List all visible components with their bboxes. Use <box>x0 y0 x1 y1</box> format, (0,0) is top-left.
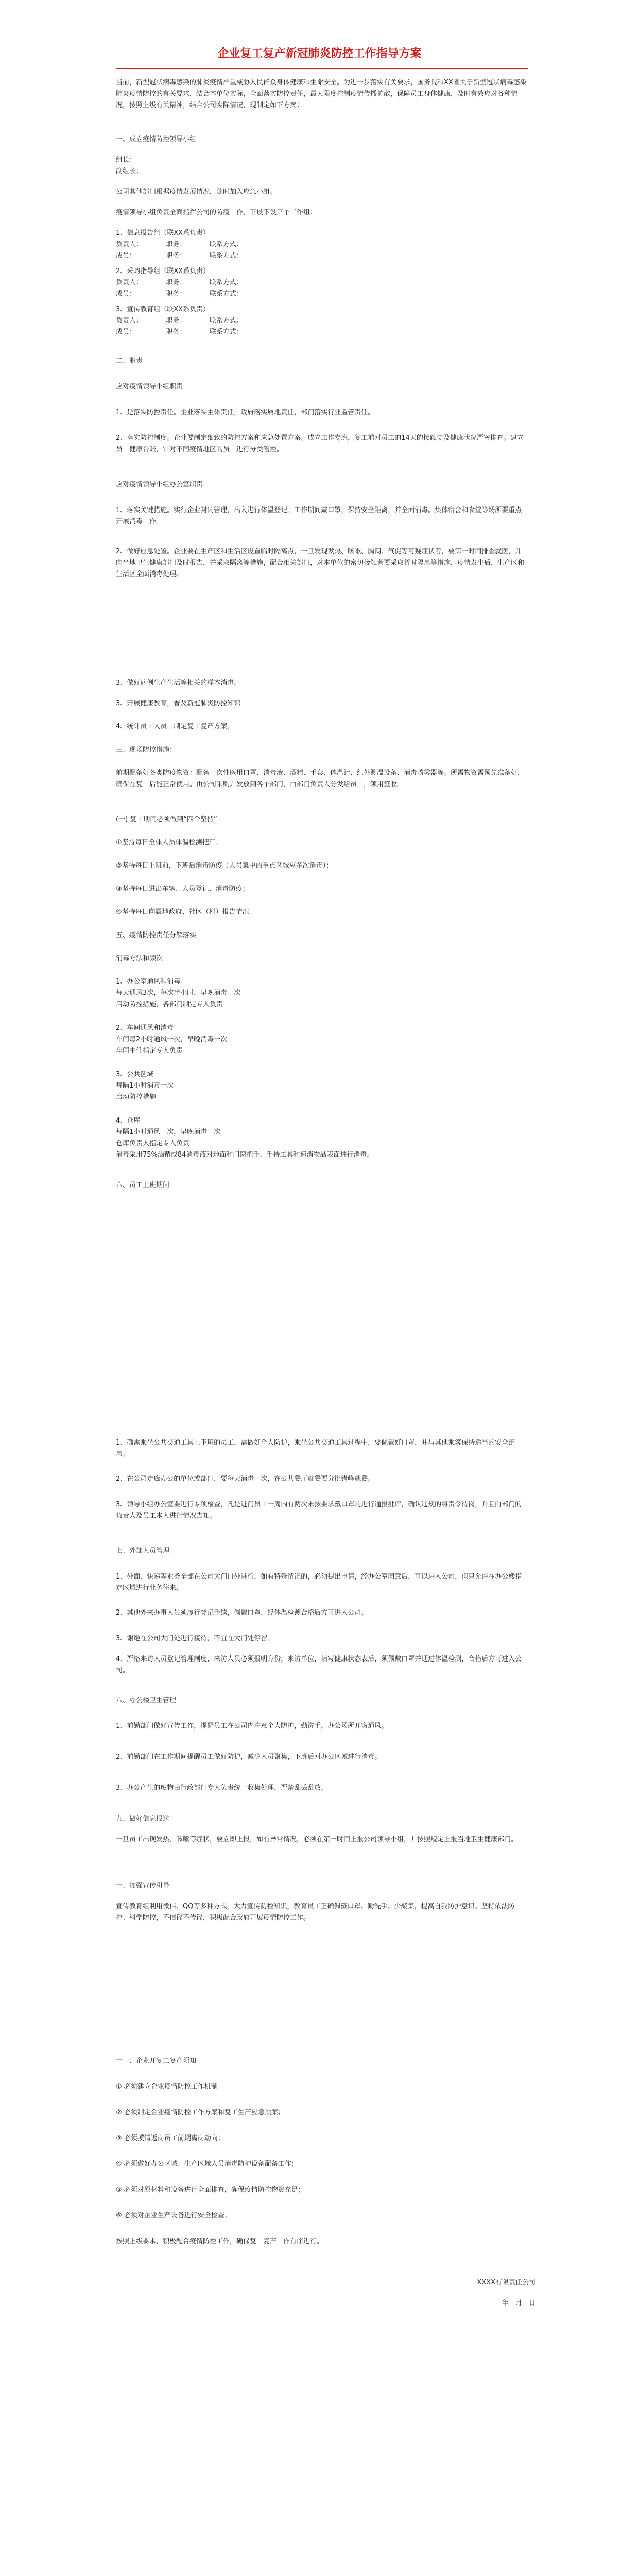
disinfection-public: 3、公共区域 <box>116 1071 154 1078</box>
disinfection-warehouse-2: 仓库负责人指定专人负责 <box>116 1140 190 1147</box>
section-4-heading: 六、员工上班期间 <box>116 1181 170 1189</box>
notice-1: ① 必须建立企业疫情防控工作机制 <box>116 2083 218 2091</box>
disinfection-warehouse-3: 消毒采用75%酒精或84消毒液对地面和门窗把手，手持工具和速消物品表面进行消毒。 <box>116 1151 374 1159</box>
closing-text: 按照上级要求，积极配合疫情防控工作，确保复工复产工作有序进行。 <box>116 2238 324 2245</box>
group-2-title: 2、采购指导组（联XX系负责） <box>116 267 210 275</box>
section-1-text-2: 疫情领导小组负责全面指挥公司的防疫工作，下设下设三个工作组： <box>116 209 317 216</box>
group-3-leader: 负责人： 职务： 联系方式： <box>116 317 244 325</box>
disinfection-workshop: 2、车间通风和消毒 <box>116 1024 174 1032</box>
section-1-text: 公司其他部门根据疫情发展情况，随时加入应急小组。 <box>116 188 277 196</box>
disinfection-warehouse: 4、仓库 <box>116 1117 141 1125</box>
section-2b-item-3: 3、做好病例生产生活等相关的样本消毒。 <box>116 679 241 687</box>
section-7-text: 一旦员工出现发热、咳嗽等症状，要立即上报，如有异常情况，必须在第一时间上报公司领导小组，并按照规定上报当地卫生健康部门。 <box>116 1836 518 1843</box>
section-4-item-2: 2、在公司走廊办公的单位或部门，要每天消毒一次，在公共餐厅就餐要分批错峰就餐。 <box>116 1475 375 1483</box>
disinfection-office: 1、办公室通风和消毒 <box>116 978 181 986</box>
section-2b-item-5: 4、统计员工人员，制定复工复产方案。 <box>116 723 234 731</box>
insist-1: ①坚持每日全体人员体温检测把厂； <box>116 839 222 846</box>
notice-2: ② 必须制定企业疫情防控工作方案和复工生产应急预案； <box>116 2109 285 2116</box>
disinfection-office-1: 每天通风3次，每次半小时，早晚消毒一次 <box>116 989 241 997</box>
group-1-member: 成员： 职务： 联系方式： <box>116 252 244 260</box>
notice-5: ⑤ 必须对原材料和设备进行全面排查，确保疫情防控物资充足； <box>116 2186 305 2194</box>
section-5-item-3: 3、谢绝在公司大门处进行接待，不宜在大门处停留。 <box>116 1635 274 1642</box>
section-2a-item-2: 2、落实防控制度。企业要制定细致的防控方案和应急处置方案。成立工作专班，复工前对员工的14天的接触史及健康状况严密排查。建立员工健康台账，针对不同疫情地区的员工进行分类管控。 <box>116 434 524 453</box>
group-3-title: 3、宣传教育组（联XX系负责） <box>116 306 210 313</box>
section-6-item-1: 1、前勤部门做好宣传工作，提醒员工在公司内注意个人防护，勤洗手，办公场所开窗通风。 <box>116 1722 388 1730</box>
document-title: 企业复工复产新冠肺炎防控工作指导方案 <box>217 47 422 60</box>
section-5-heading: 七、外部人员管理 <box>116 1547 170 1555</box>
group-3-member: 成员： 职务： 联系方式： <box>116 328 244 336</box>
section-2b-item-2: 2、做好应急处置。企业要在生产区和生活区设置临时隔离点，一旦发现发热、咳嗽、胸闷、气促等可疑症状者，要第一时间排查就医，并向当地卫生健康部门及时报告，并采取隔离等措施，配合相关部门，对本单位的密切接触者要采取暂时隔离等措施，疫情发生后，生产区和生活区全面消毒处理。 <box>116 548 525 578</box>
group-1-leader: 负责人： 职务： 联系方式： <box>116 241 244 248</box>
notice-4: ④ 必须做好办公区域、生产区域人员消毒防护设备配备工作； <box>116 2160 298 2168</box>
insist-2: ②坚持每日上班前，下班后消毒防疫（人员集中的重点区域应多次消毒）； <box>116 862 333 870</box>
signature-date: 年 月 日 <box>502 2299 536 2307</box>
section-4-item-3: 3、领导小组办公室要进行专项检查，凡是进门员工一周内有两次未按要求戴口罩的进行通报批评，确认违规的将责令待岗，并且向部门的负责人及员工本人进行情况告知。 <box>116 1501 522 1520</box>
disinfection-heading: 消毒方法和频次 <box>116 955 163 962</box>
responsibility-heading: 五、疫情防控责任分解落实 <box>116 931 197 939</box>
deputy-line: 副组长： <box>116 167 143 175</box>
section-1-heading: 一、成立疫情防控领导小组 <box>116 135 197 143</box>
notice-6: ⑥ 必须对企业生产设备进行安全检查； <box>116 2212 231 2219</box>
insist-3: ③坚持每日进出车辆、人员登记、消毒防疫； <box>116 885 249 893</box>
section-2b-heading: 应对疫情领导小组办公室职责 <box>116 481 203 488</box>
group-1-title: 1、信息报告组（联XX系负责） <box>116 229 210 237</box>
section-4-item-1: 1、确需乘坐公共交通工具上下班的员工，需做好个人防护，乘坐公共交通工具过程中，要佩戴好口罩，并与其他乘客保持适当的安全距离。 <box>116 1439 515 1458</box>
section-9-heading: 十一、企业开复工复产须知 <box>116 2057 197 2065</box>
section-2a-item-1: 1、是落实防控责任。企业落实主体责任，政府落实属地责任，部门落实行业监管责任。 <box>116 409 375 416</box>
section-2a-heading: 应对疫情领导小组职责 <box>116 383 183 391</box>
leader-line: 组长： <box>116 156 136 164</box>
section-5-item-1: 1、外面、快递等业务全部在公司大门口外进行，如有特殊情况的，必须提出申请，经办公室同意后，可以进入公司，但只允许在办公楼指定区域进行业务往来。 <box>116 1573 522 1592</box>
disinfection-public-2: 启动防控措施 <box>116 1093 157 1101</box>
section-2b-item-1: 1、落实关键措施。实行企业封闭管理，出入进行体温登记。工作期间戴口罩，保持安全距离，并全面消毒。集体宿舍和食堂等场所要重点开展消毒工作。 <box>116 506 522 526</box>
group-2-leader: 负责人： 职务： 联系方式： <box>116 279 244 286</box>
section-8-text: 宣传教育组利用微信、QQ等多种方式，大力宣传防控知识，教育员工正确佩戴口罩、勤洗手、少聚集，提高自我防护意识。坚持依法防控、科学防控，不信谣不传谣，积极配合政府开展疫情防控工作。 <box>116 1903 515 1922</box>
signature-company: XXXX有限责任公司 <box>477 2279 536 2286</box>
disinfection-workshop-1: 车间每2小时通风一次，早晚消毒一次 <box>116 1036 228 1043</box>
section-2-heading: 二、职责 <box>116 357 143 365</box>
section-7-heading: 九、做好信息报送 <box>116 1815 170 1823</box>
section-3-text: 前期配备好各类防疫物资：配备一次性医用口罩、消毒液、酒精、手套、体温计、红外测温设备、消毒喷雾器等。所需物资需预先准备好，确保在复工后能正常使用。由公司采购并发放到各个部门，由部门负责人分发给员工，领用签收。 <box>116 769 525 788</box>
section-5-item-4: 4、严格来访人员登记管理制度，来访人员必须报明身份，来访单位，填写健康状态表后，须佩戴口罩并通过体温检测，合格后方可进入公司。 <box>116 1655 522 1674</box>
section-8-heading: 十、加强宣传引导 <box>116 1882 170 1890</box>
disinfection-public-1: 每隔1小时消毒一次 <box>116 1082 174 1090</box>
disinfection-warehouse-1: 每隔1小时通风一次，早晚消毒一次 <box>116 1128 221 1136</box>
intro-paragraph: 当前，新型冠状病毒感染的肺炎疫情严重威胁人民群众身体健康和生命安全。为进一步落实有关要求，国务院和XX省关于新型冠状病毒感染肺炎疫情防控的有关要求，结合本单位实际，全面落实防控责任，最大限度控制疫情传播扩散，保障员工身体健康，及时有效应对各种情况，按照上级有关精神，结合公司实际情况，现制定如下方案： <box>116 79 527 109</box>
notice-3: ③ 必须摸清返岗员工前期离岗动向； <box>116 2134 224 2142</box>
insist-4: ④坚持每日向属地政府、社区（村）报告情况 <box>116 908 249 916</box>
section-2b-item-4: 3、开展健康教育，普及新冠肺炎防控知识 <box>116 700 241 707</box>
section-6-item-2: 2、前勤部门在工作期间提醒员工做好防护，减少人员聚集，下班后对办公区域进行消毒。 <box>116 1753 382 1761</box>
section-5-item-2: 2、其他外来办事人员须履行登记手续，佩戴口罩，经体温检测合格后方可进入公司。 <box>116 1609 368 1617</box>
disinfection-workshop-2: 车间主任指定专人负责 <box>116 1047 183 1055</box>
title-divider <box>116 68 528 69</box>
disinfection-office-2: 启动防控措施，各部门制定专人负责 <box>116 1001 223 1008</box>
section-3-four-insists: (一) 复工期间必须做到“四个坚持” <box>116 816 217 823</box>
section-3-heading: 三、现场防控措施： <box>116 746 177 754</box>
section-6-heading: 八、办公楼卫生管理 <box>116 1697 177 1704</box>
section-6-item-3: 3、办公产生的废物由行政部门专人负责统一收集处理，严禁乱丢乱放。 <box>116 1784 328 1792</box>
group-2-member: 成员： 职务： 联系方式： <box>116 290 244 298</box>
